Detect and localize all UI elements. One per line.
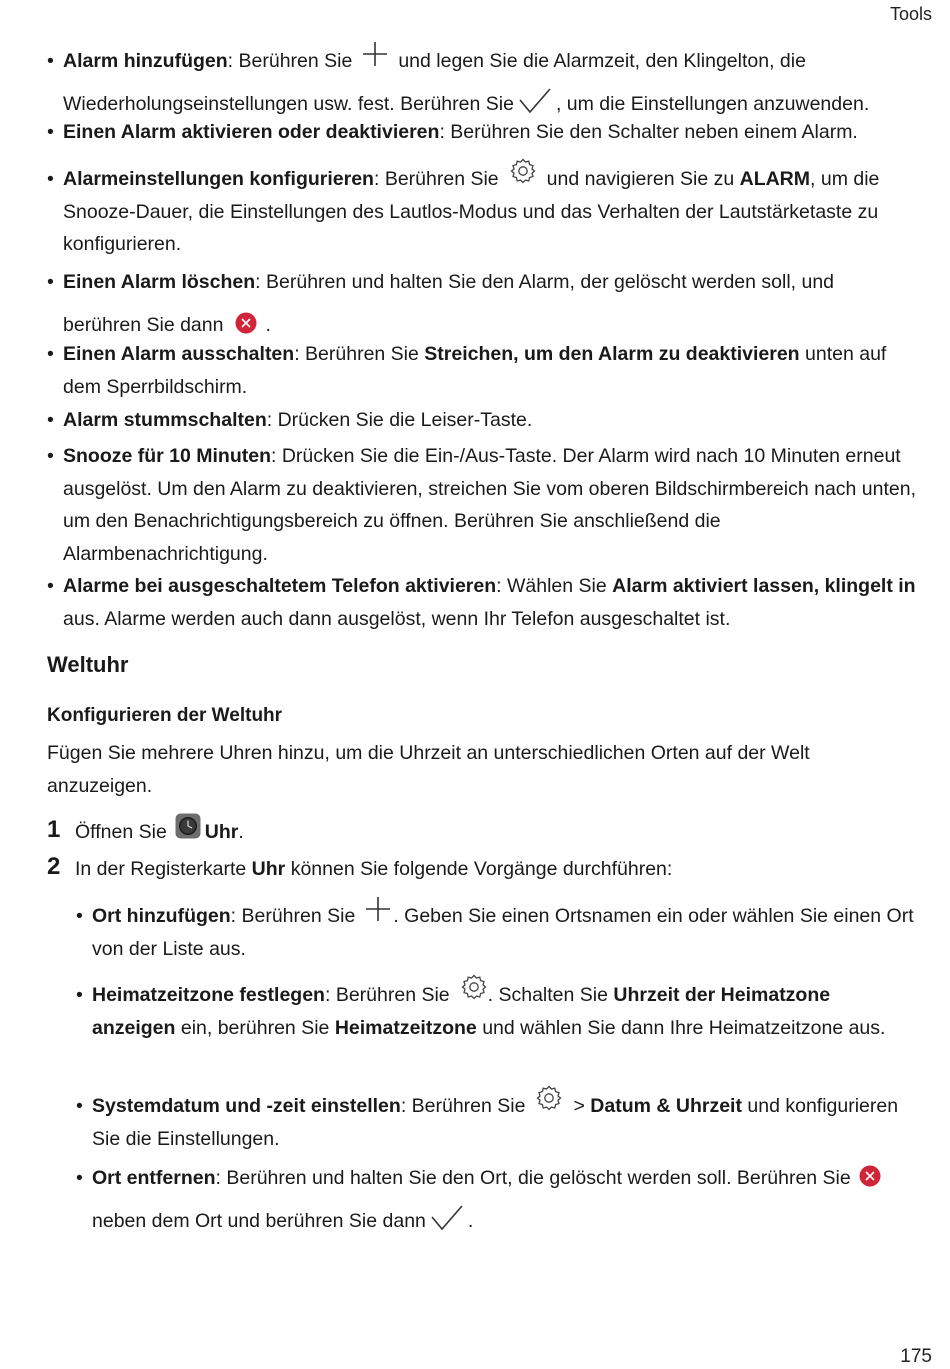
item-text: : Berühren Sie (324, 984, 450, 1006)
item-text: . (265, 314, 271, 336)
bullet-dot: • (47, 409, 54, 431)
bullet-dot: • (47, 121, 54, 143)
item-text: : Berühren Sie (400, 1095, 526, 1117)
item-text: : Berühren Sie (227, 50, 353, 72)
gear-icon (460, 973, 488, 1001)
bullet-dot: • (76, 905, 83, 927)
item-term: Streichen, um den Alarm zu deaktivieren (424, 343, 800, 365)
item-text: unten auf dem Sperrbildschirm. (63, 343, 887, 398)
bullet-dot: • (47, 343, 54, 365)
item-text: . (467, 1210, 474, 1232)
item-term: Heimatzeitzone festlegen (92, 984, 325, 1006)
section-title: Weltuhr (47, 652, 129, 677)
item-term: Alarm hinzufügen (63, 50, 228, 72)
bullet-dot: • (47, 168, 54, 190)
item-text: : Berühren und halten Sie den Alarm, der gelöscht werden soll, und berühren Sie dann (63, 271, 835, 336)
bullet-dot: • (76, 1167, 83, 1189)
page-number: 175 (900, 1346, 932, 1367)
item-text: , um die Einstellungen anzuwenden. (555, 93, 870, 115)
item-term: Einen Alarm ausschalten (63, 343, 295, 365)
step-text: können Sie folgende Vorgänge durchführen: (290, 858, 673, 880)
list-item (47, 40, 917, 126)
plus-icon (363, 894, 393, 924)
item-text: und wählen Sie dann Ihre Heimatzeitzone aus. (482, 1016, 886, 1039)
plus-icon (360, 39, 390, 69)
gear-icon (535, 1084, 563, 1112)
list-item (47, 440, 917, 570)
step-text: Öffnen Sie (75, 821, 167, 843)
item-term: ALARM (739, 168, 811, 190)
step-number: 1 (47, 816, 61, 843)
gear-icon (509, 157, 537, 185)
check-icon (430, 1203, 464, 1233)
bullet-dot: • (47, 445, 54, 467)
subsection-title: Konfigurieren der Weltuhr (47, 705, 283, 726)
item-text: , um die Snooze-Dauer, die Einstellungen des Lautlos-Modus und das Verhalten der Lautstärketaste zu konfigurieren. (63, 168, 880, 255)
item-term: Einen Alarm aktivieren oder deaktivieren (63, 121, 440, 143)
step-2 (47, 853, 917, 886)
item-text: : Berühren Sie (373, 168, 499, 190)
item-term: Alarme bei ausgeschaltetem Telefon aktivieren (63, 575, 497, 597)
list-item (47, 261, 917, 347)
remove-icon (859, 1160, 881, 1182)
step-1 (47, 816, 917, 849)
item-text: aus. Alarme werden auch dann ausgelöst, wenn Ihr Telefon ausgeschaltet ist. (63, 607, 731, 630)
item-term: Ort entfernen (92, 1167, 216, 1189)
item-text: und konfigurieren Sie die Einstellungen. (92, 1095, 899, 1150)
item-term: Snooze für 10 Minuten (63, 445, 272, 467)
list-item (47, 404, 917, 437)
item-text: neben dem Ort und berühren Sie dann (92, 1210, 426, 1232)
item-text: ein, berühren Sie (180, 1016, 330, 1039)
intro-paragraph: Fügen Sie mehrere Uhren hinzu, um die Uhrzeit an unterschiedlichen Orten auf der Welt anzuzeigen. (47, 742, 810, 797)
list-item (76, 1090, 916, 1155)
step-text: . (238, 821, 244, 843)
step-term: Uhr (251, 858, 286, 880)
bullet-dot: • (47, 50, 54, 72)
item-text: und navigieren Sie zu (546, 168, 735, 190)
list-item (47, 116, 917, 149)
bullet-dot: • (76, 1095, 83, 1117)
list-item (47, 338, 917, 403)
item-term: Uhrzeit der Heimatzone anzeigen (92, 984, 831, 1039)
item-text: : Wählen Sie (496, 575, 607, 597)
item-text: : Drücken Sie die Ein-/Aus-Taste. Der Alarm wird nach 10 Minuten erneut ausgelöst. Um den Alarm zu deaktivieren, streichen Sie vom oberen Bildschirmbereich nach unten, um den Benachrichtigungsbereich zu öffnen. Berühren Sie anschließend die Alarmbenachrichtigung. (63, 445, 917, 565)
item-text: : Berühren Sie (230, 905, 356, 927)
list-item (47, 570, 917, 635)
clock-app-icon (175, 813, 201, 839)
step-text: In der Registerkarte (75, 858, 247, 880)
list-item (76, 900, 916, 965)
item-term: Alarm stummschalten (63, 409, 267, 431)
item-term: Alarmeinstellungen konfigurieren (63, 168, 374, 190)
item-text: . Schalten Sie (487, 984, 608, 1006)
remove-icon (235, 307, 257, 329)
item-term: Ort hinzufügen (92, 905, 231, 927)
item-term: Einen Alarm löschen (63, 271, 256, 293)
list-item (76, 979, 916, 1044)
item-text: : Berühren Sie den Schalter neben einem Alarm. (439, 121, 858, 143)
item-text: : Berühren Sie (294, 343, 419, 365)
item-term: Alarm aktiviert lassen, klingelt in (612, 575, 916, 597)
list-item (76, 1157, 916, 1243)
item-text: : Drücken Sie die Leiser-Taste. (266, 409, 533, 431)
step-term: Uhr (204, 821, 239, 843)
bullet-dot: • (47, 575, 54, 597)
check-icon (518, 86, 552, 116)
item-term: Systemdatum und -zeit einstellen (92, 1095, 401, 1117)
item-text: > (573, 1095, 585, 1117)
item-text: . Geben Sie einen Ortsnamen ein oder wählen Sie einen Ort von der Liste aus. (92, 905, 914, 960)
item-term: Heimatzeitzone (334, 1016, 477, 1039)
list-item (47, 163, 917, 261)
step-number: 2 (47, 853, 61, 880)
item-term: Datum & Uhrzeit (590, 1095, 742, 1117)
item-text: und legen Sie die Alarmzeit, den Klingelton, die Wiederholungseinstellungen usw. fest. Berühren Sie (63, 50, 806, 115)
item-text: : Berühren und halten Sie den Ort, die gelöscht werden soll. Berühren Sie (215, 1167, 851, 1189)
bullet-dot: • (47, 271, 54, 293)
running-header: Tools (889, 4, 932, 24)
bullet-dot: • (76, 984, 83, 1006)
